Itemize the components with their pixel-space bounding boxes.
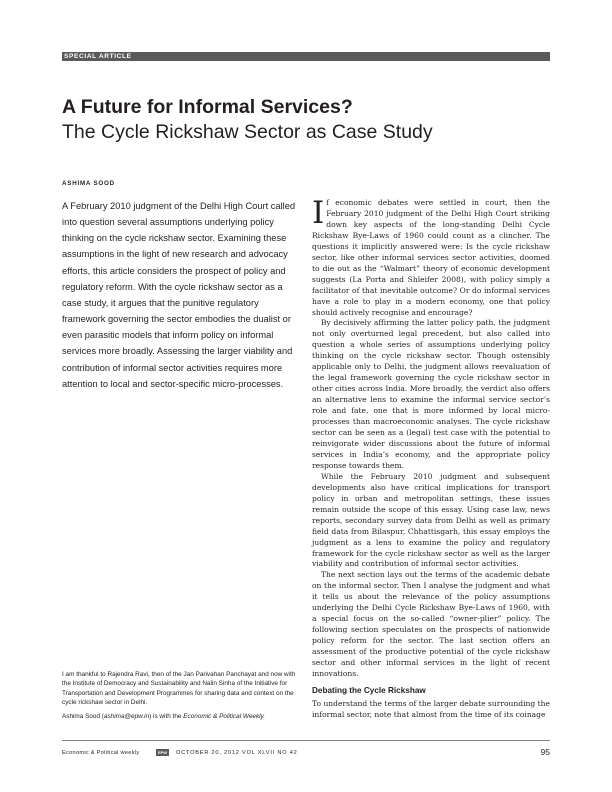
- author-email-link[interactable]: ashima@epw.in: [103, 712, 150, 720]
- section-label: SPECIAL ARTICLE: [62, 52, 550, 61]
- epw-logo: EPW: [157, 750, 168, 755]
- affiliation-prefix: Ashima Sood (: [62, 712, 104, 720]
- body-paragraph-4: The next section lays out the terms of the academic debate on the informal sector. Then I analyse the judgment and what it tells us about the relevance of the policy assumptions underlying the Delhi Cycle Rickshaw Bye-Laws of 1960, with a special focus on the so-called “owner-plier” policy. The following section speculates on the prospects of nationwide policy reform for the sector. The last section offers an assessment of the productive potential of the cycle rickshaw sector and other informal services in the light of recent innovations.: [312, 570, 550, 678]
- section-heading: Debating the Cycle Rickshaw: [312, 685, 426, 695]
- affiliation-mid: ) is with the: [149, 712, 184, 720]
- article-body: [312, 195, 550, 721]
- author-affiliation: [62, 712, 304, 721]
- footnotes: [62, 670, 304, 725]
- abstract: [62, 198, 302, 392]
- body-paragraph-5: To understand the terms of the larger debate surrounding the informal sector, note that almost from the time of its coinage: [312, 698, 550, 719]
- journal-name: Economic & Political Weekly.: [183, 712, 266, 720]
- body-paragraph-1: [312, 195, 550, 318]
- page-number: 95: [540, 747, 550, 757]
- abstract-text: A February 2010 judgment of the Delhi High Court called into question several assumptions underlying policy thinking on the cycle rickshaw sector. Examining these assumptions in the light of new research and advocacy efforts, this article considers the prospect of policy and regulatory reform. With the cycle rickshaw sector as a case study, it argues that the punitive regulatory framework governing the sector embodies the dualist or even parasitic models that inform policy on informal services more broadly. Assessing the larger viability and contribution of informal sector activities requires more attention to local and sector-specific micro-processes.: [62, 201, 296, 389]
- author-byline: ASHIMA SOOD: [62, 180, 115, 187]
- acknowledgement-note: I am thankful to Rajendra Ravi, then of the Jan Parivahan Panchayat and now with the Institute of Democracy and Sustainability and Nalin Sinha of the Initiative for Transportation and Development Programmes for sharing data and context on the cycle rickshaw sector in Delhi.: [62, 671, 296, 707]
- drop-cap: I: [312, 195, 325, 231]
- body-paragraph-1-text: f economic debates were settled in court, then the February 2010 judgment of the Delhi High Court striking down key aspects of the long-standing Delhi Cycle Rickshaw Bye-Laws of 1960 could count as a clincher. The questions it implicitly answered were: Is the cycle rickshaw sector, like other informal services sector activities, doomed to die out as the “Walmart” theory of economic development suggests (La Porta and Shleifer 2008), with policy simply a facilitator of that inevitable outcome? Or do informal services have a role to play in a modern economy, one that policy should actively recognise and encourage?: [312, 198, 550, 317]
- page-footer: [62, 747, 550, 759]
- article-subtitle: The Cycle Rickshaw Sector as Case Study: [62, 121, 433, 143]
- footer-rule: [62, 740, 550, 741]
- article-title: A Future for Informal Services?: [62, 96, 353, 118]
- body-paragraph-3: While the February 2010 judgment and subsequent developments also have critical implications for transport policy in urban and metropolitan settings, these issues remain outside the scope of this essay. Using case law, news reports, secondary survey data from Delhi as well as primary field data from Bilaspur, Chhattisgarh, this essay employs the judgment as a lens to examine the policy and regulatory framework for the cycle rickshaw sector as well as the larger viability and contribution of informal sector activities.: [312, 471, 550, 569]
- body-paragraph-2: By decisively affirming the latter policy path, the judgment not only overturned legal precedent, but also called into question a whole series of assumptions underlying policy thinking on the cycle rickshaw sector. Though ostensibly applicable only to Delhi, the judgment allows reevaluation of the legal framework governing the cycle rickshaw sector in other cities across India. More broadly, the verdict also offers an alternative lens to examine the informal service sector’s role and fate, one that is more informed by local micro-processes than macroeconomic analyses. The cycle rickshaw sector can be seen as a (legal) test case with the potential to reinvigorate wider discussions about the future of informal services in India’s economy, and the appropriate policy response towards them.: [312, 318, 550, 470]
- footer-journal-name: Economic & Political weekly: [62, 750, 140, 756]
- footer-issue-info: OCTOBER 20, 2012 VOL XLVII NO 42: [176, 750, 298, 756]
